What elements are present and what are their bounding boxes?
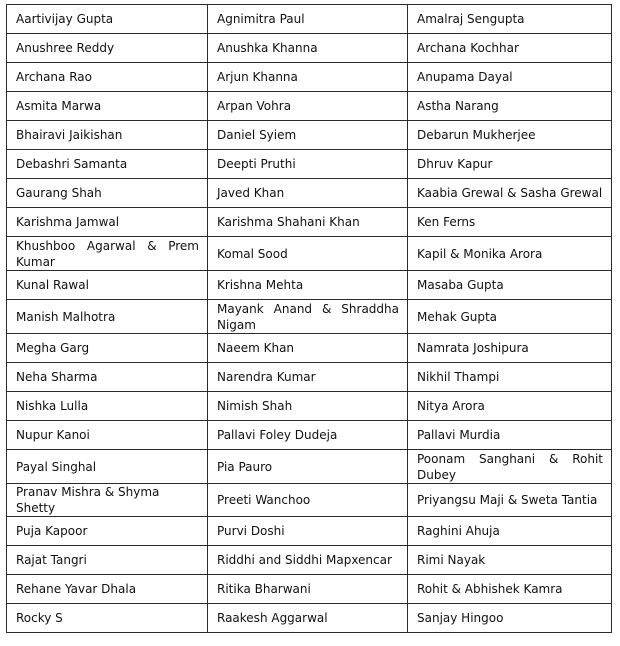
name-cell: Purvi Doshi (208, 517, 408, 546)
name-cell: Arpan Vohra (208, 92, 408, 121)
name-cell: Naeem Khan (208, 334, 408, 363)
name-cell: Raghini Ahuja (408, 517, 612, 546)
name-cell: Poonam Sanghani & Rohit Dubey (408, 450, 612, 484)
name-cell: Kaabia Grewal & Sasha Grewal (408, 179, 612, 208)
name-cell: Anupama Dayal (408, 63, 612, 92)
name-cell: Neha Sharma (7, 363, 208, 392)
table-row (7, 484, 612, 517)
name-cell: Pallavi Foley Dudeja (208, 421, 408, 450)
name-cell: Rimi Nayak (408, 546, 612, 575)
table-row (7, 92, 612, 121)
name-cell: Nupur Kanoi (7, 421, 208, 450)
name-cell: Riddhi and Siddhi Mapxencar (208, 546, 408, 575)
table-row (7, 450, 612, 484)
name-cell: Rajat Tangri (7, 546, 208, 575)
table-row (7, 546, 612, 575)
name-cell: Rohit & Abhishek Kamra (408, 575, 612, 604)
name-cell: Krishna Mehta (208, 271, 408, 300)
name-cell: Pia Pauro (208, 450, 408, 484)
table-row (7, 34, 612, 63)
table-row (7, 5, 612, 34)
table-row (7, 121, 612, 150)
name-cell: Pallavi Murdia (408, 421, 612, 450)
name-cell: Nitya Arora (408, 392, 612, 421)
table-row (7, 604, 612, 633)
table-row (7, 63, 612, 92)
name-cell: Priyangsu Maji & Sweta Tantia (408, 484, 612, 517)
name-cell: Asmita Marwa (7, 92, 208, 121)
table-row (7, 363, 612, 392)
table-row (7, 179, 612, 208)
table-row (7, 517, 612, 546)
name-cell: Puja Kapoor (7, 517, 208, 546)
names-table-body (7, 5, 612, 633)
name-cell: Mehak Gupta (408, 300, 612, 334)
names-table (6, 4, 612, 633)
name-cell: Megha Garg (7, 334, 208, 363)
name-cell: Debarun Mukherjee (408, 121, 612, 150)
name-cell: Preeti Wanchoo (208, 484, 408, 517)
name-cell: Amalraj Sengupta (408, 5, 612, 34)
name-cell: Rocky S (7, 604, 208, 633)
table-row (7, 271, 612, 300)
name-cell: Rehane Yavar Dhala (7, 575, 208, 604)
name-cell: Masaba Gupta (408, 271, 612, 300)
table-row (7, 300, 612, 334)
table-row (7, 208, 612, 237)
name-cell: Payal Singhal (7, 450, 208, 484)
name-cell: Mayank Anand & Shraddha Nigam (208, 300, 408, 334)
name-cell: Bhairavi Jaikishan (7, 121, 208, 150)
name-cell: Arjun Khanna (208, 63, 408, 92)
name-cell: Dhruv Kapur (408, 150, 612, 179)
name-cell: Raakesh Aggarwal (208, 604, 408, 633)
table-row (7, 237, 612, 271)
name-cell: Archana Kochhar (408, 34, 612, 63)
name-cell: Kapil & Monika Arora (408, 237, 612, 271)
table-row (7, 392, 612, 421)
name-cell: Daniel Syiem (208, 121, 408, 150)
name-cell: Kunal Rawal (7, 271, 208, 300)
name-cell: Khushboo Agarwal & Prem Kumar (7, 237, 208, 271)
name-cell: Nimish Shah (208, 392, 408, 421)
name-cell: Javed Khan (208, 179, 408, 208)
name-cell: Gaurang Shah (7, 179, 208, 208)
table-row (7, 421, 612, 450)
table-row (7, 150, 612, 179)
name-cell: Anushree Reddy (7, 34, 208, 63)
name-cell: Agnimitra Paul (208, 5, 408, 34)
name-cell: Manish Malhotra (7, 300, 208, 334)
name-cell: Debashri Samanta (7, 150, 208, 179)
name-cell: Karishma Shahani Khan (208, 208, 408, 237)
name-cell: Sanjay Hingoo (408, 604, 612, 633)
name-cell: Archana Rao (7, 63, 208, 92)
name-cell: Narendra Kumar (208, 363, 408, 392)
table-row (7, 575, 612, 604)
name-cell: Karishma Jamwal (7, 208, 208, 237)
name-cell: Pranav Mishra & Shyma Shetty (7, 484, 208, 517)
name-cell: Astha Narang (408, 92, 612, 121)
name-cell: Anushka Khanna (208, 34, 408, 63)
name-cell: Nishka Lulla (7, 392, 208, 421)
name-cell: Komal Sood (208, 237, 408, 271)
name-cell: Ken Ferns (408, 208, 612, 237)
name-cell: Deepti Pruthi (208, 150, 408, 179)
name-cell: Nikhil Thampi (408, 363, 612, 392)
name-cell: Aartivijay Gupta (7, 5, 208, 34)
table-row (7, 334, 612, 363)
name-cell: Namrata Joshipura (408, 334, 612, 363)
name-cell: Ritika Bharwani (208, 575, 408, 604)
